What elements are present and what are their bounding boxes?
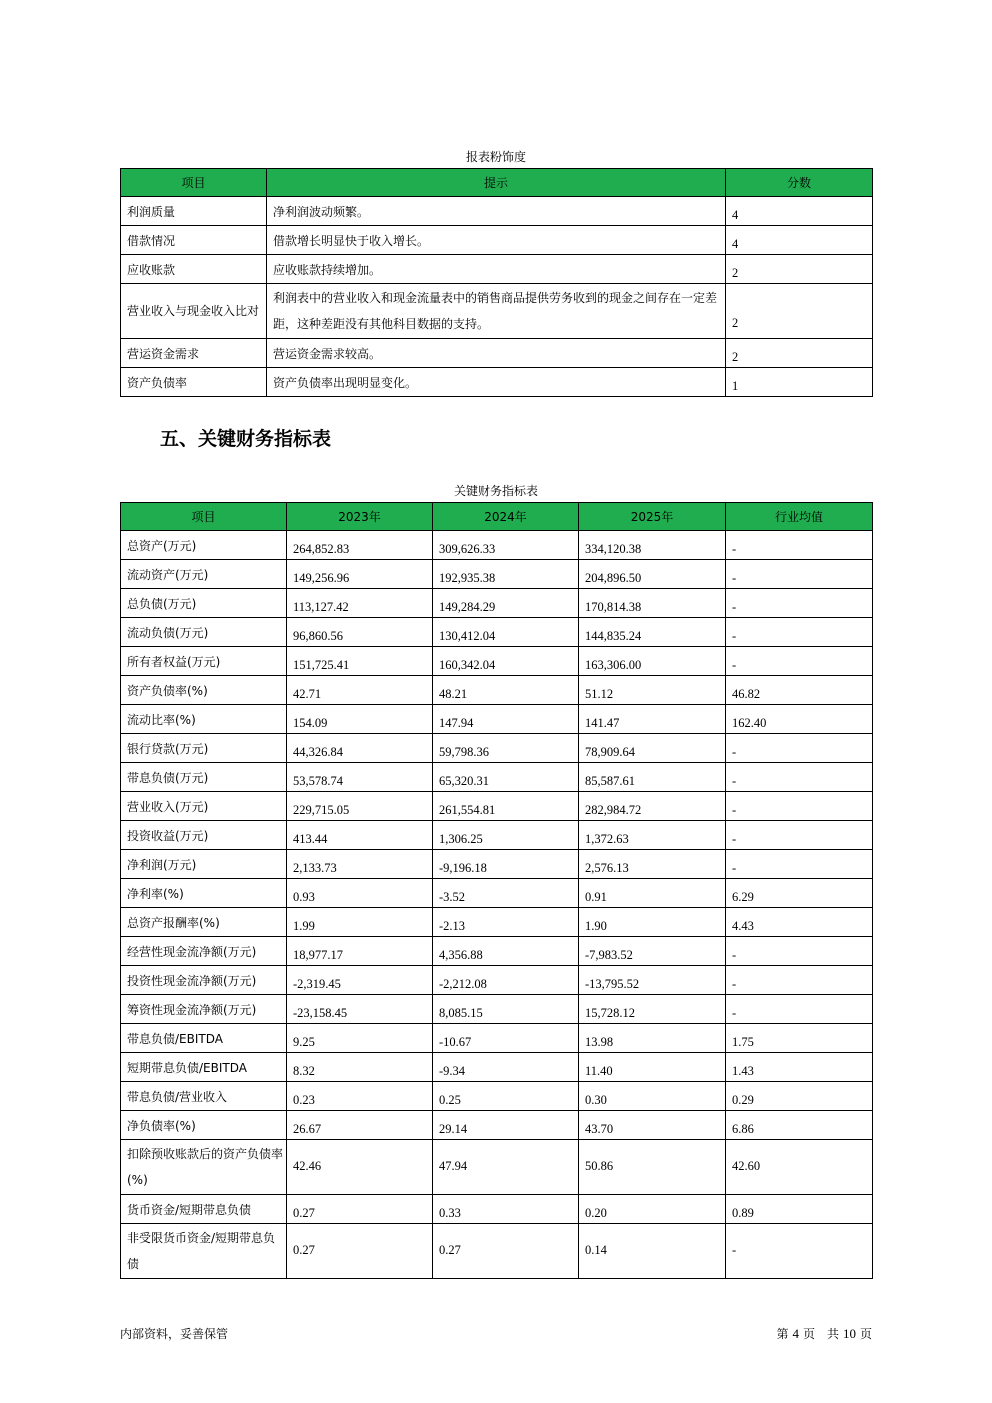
row-industry-avg: - (726, 1224, 873, 1279)
row-2023: 0.27 (287, 1195, 433, 1224)
row-item: 银行贷款(万元) (121, 734, 287, 763)
row-industry-avg: - (726, 821, 873, 850)
row-score: 2 (726, 339, 873, 368)
row-2023: 42.46 (287, 1140, 433, 1195)
row-2025: 282,984.72 (579, 792, 726, 821)
row-2024: -9.34 (433, 1053, 579, 1082)
row-2023: 8.32 (287, 1053, 433, 1082)
row-hint: 借款增长明显快于收入增长。 (267, 226, 726, 255)
row-2024: -9,196.18 (433, 850, 579, 879)
row-2025: -7,983.52 (579, 937, 726, 966)
row-2024: 59,798.36 (433, 734, 579, 763)
page-mid: 页 共 (802, 1327, 839, 1341)
row-item: 流动负债(万元) (121, 618, 287, 647)
row-item: 总资产报酬率(%) (121, 908, 287, 937)
table-row (121, 368, 873, 397)
table-row (121, 1053, 873, 1082)
row-2024: 29.14 (433, 1111, 579, 1140)
row-score: 2 (726, 255, 873, 284)
row-2023: 0.27 (287, 1224, 433, 1279)
row-2025: 15,728.12 (579, 995, 726, 1024)
table-row (121, 763, 873, 792)
table-row (121, 560, 873, 589)
row-industry-avg: - (726, 763, 873, 792)
row-item: 资产负债率 (121, 368, 267, 397)
row-industry-avg: - (726, 618, 873, 647)
row-item: 带息负债/EBITDA (121, 1024, 287, 1053)
row-hint: 营运资金需求较高。 (267, 339, 726, 368)
row-2025: 2,576.13 (579, 850, 726, 879)
row-2025: -13,795.52 (579, 966, 726, 995)
row-2024: 0.27 (433, 1224, 579, 1279)
row-2024: 47.94 (433, 1140, 579, 1195)
row-item: 资产负债率(%) (121, 676, 287, 705)
row-2024: 261,554.81 (433, 792, 579, 821)
table-row (121, 995, 873, 1024)
row-2025: 51.12 (579, 676, 726, 705)
row-item: 带息负债(万元) (121, 763, 287, 792)
row-2023: 264,852.83 (287, 531, 433, 560)
table-row (121, 339, 873, 368)
row-2025: 0.91 (579, 879, 726, 908)
table2-caption: 关键财务指标表 (453, 484, 538, 498)
row-industry-avg: 162.40 (726, 705, 873, 734)
table-row (121, 531, 873, 560)
row-item: 利润质量 (121, 197, 267, 226)
row-2025: 141.47 (579, 705, 726, 734)
row-score: 1 (726, 368, 873, 397)
row-2024: 8,085.15 (433, 995, 579, 1024)
row-2024: 149,284.29 (433, 589, 579, 618)
row-2025: 0.20 (579, 1195, 726, 1224)
row-item: 总资产(万元) (121, 531, 287, 560)
row-item: 营运资金需求 (121, 339, 267, 368)
row-industry-avg: 6.86 (726, 1111, 873, 1140)
table-row (121, 705, 873, 734)
row-2024: 65,320.31 (433, 763, 579, 792)
header-2023: 2023年 (287, 503, 433, 531)
row-2023: -2,319.45 (287, 966, 433, 995)
table-row (121, 255, 873, 284)
row-item: 货币资金/短期带息负债 (121, 1195, 287, 1224)
row-industry-avg: - (726, 850, 873, 879)
row-2025: 163,306.00 (579, 647, 726, 676)
footer-page-number (776, 1325, 872, 1342)
table-row (121, 966, 873, 995)
section-heading: 五、关键财务指标表 (160, 428, 332, 450)
row-industry-avg: 0.89 (726, 1195, 873, 1224)
page-current: 4 (792, 1326, 799, 1341)
row-2024: 309,626.33 (433, 531, 579, 560)
row-2024: 1,306.25 (433, 821, 579, 850)
row-2023: 2,133.73 (287, 850, 433, 879)
row-industry-avg: 6.29 (726, 879, 873, 908)
row-item: 流动比率(%) (121, 705, 287, 734)
row-2025: 334,120.38 (579, 531, 726, 560)
row-item: 净利率(%) (121, 879, 287, 908)
table-row (121, 792, 873, 821)
row-2025: 170,814.38 (579, 589, 726, 618)
header-item: 项目 (121, 169, 267, 197)
row-industry-avg: - (726, 589, 873, 618)
table-row (121, 1082, 873, 1111)
row-item: 总负债(万元) (121, 589, 287, 618)
row-2024: 0.25 (433, 1082, 579, 1111)
row-item: 扣除预收账款后的资产负债率(%) (121, 1140, 287, 1195)
row-2024: -10.67 (433, 1024, 579, 1053)
row-2023: 151,725.41 (287, 647, 433, 676)
table-row (121, 908, 873, 937)
footer-confidential: 内部资料，妥善保管 (120, 1327, 229, 1341)
row-2024: 130,412.04 (433, 618, 579, 647)
row-hint: 资产负债率出现明显变化。 (267, 368, 726, 397)
row-2025: 0.14 (579, 1224, 726, 1279)
row-score: 2 (726, 284, 873, 339)
row-item: 应收账款 (121, 255, 267, 284)
row-2023: 413.44 (287, 821, 433, 850)
row-item: 借款情况 (121, 226, 267, 255)
row-2023: 26.67 (287, 1111, 433, 1140)
row-2023: 154.09 (287, 705, 433, 734)
header-score: 分数 (726, 169, 873, 197)
row-score: 4 (726, 226, 873, 255)
row-2025: 1.90 (579, 908, 726, 937)
table1-caption: 报表粉饰度 (465, 150, 526, 164)
row-2024: 147.94 (433, 705, 579, 734)
row-2023: 113,127.42 (287, 589, 433, 618)
row-item: 短期带息负债/EBITDA (121, 1053, 287, 1082)
row-industry-avg: - (726, 734, 873, 763)
row-2023: 9.25 (287, 1024, 433, 1053)
row-2023: 53,578.74 (287, 763, 433, 792)
table-row (121, 589, 873, 618)
page-prefix: 第 (776, 1327, 789, 1341)
row-2025: 13.98 (579, 1024, 726, 1053)
table-row (121, 618, 873, 647)
row-hint: 利润表中的营业收入和现金流量表中的销售商品提供劳务收到的现金之间存在一定差距，这种差距没有其他科目数据的支持。 (267, 284, 726, 339)
row-2024: -2.13 (433, 908, 579, 937)
header-hint: 提示 (267, 169, 726, 197)
row-item: 非受限货币资金/短期带息负债 (121, 1224, 287, 1279)
row-item: 经营性现金流净额(万元) (121, 937, 287, 966)
row-industry-avg: - (726, 531, 873, 560)
whitewash-table (120, 168, 873, 397)
table-row (121, 821, 873, 850)
row-industry-avg: - (726, 792, 873, 821)
row-2023: 42.71 (287, 676, 433, 705)
table-row (121, 1224, 873, 1279)
row-2024: 0.33 (433, 1195, 579, 1224)
row-hint: 应收账款持续增加。 (267, 255, 726, 284)
row-industry-avg: 1.75 (726, 1024, 873, 1053)
table-row (121, 879, 873, 908)
table-row (121, 734, 873, 763)
row-2025: 78,909.64 (579, 734, 726, 763)
row-industry-avg: - (726, 560, 873, 589)
row-2024: 4,356.88 (433, 937, 579, 966)
row-2023: 149,256.96 (287, 560, 433, 589)
row-industry-avg: 1.43 (726, 1053, 873, 1082)
row-2023: -23,158.45 (287, 995, 433, 1024)
financial-indicators-table (120, 502, 873, 1279)
row-item: 投资性现金流净额(万元) (121, 966, 287, 995)
header-item: 项目 (121, 503, 287, 531)
table-row (121, 1195, 873, 1224)
row-item: 带息负债/营业收入 (121, 1082, 287, 1111)
row-item: 营业收入与现金收入比对 (121, 284, 267, 339)
row-2023: 44,326.84 (287, 734, 433, 763)
row-hint: 净利润波动频繁。 (267, 197, 726, 226)
row-industry-avg: - (726, 937, 873, 966)
row-industry-avg: - (726, 647, 873, 676)
row-score: 4 (726, 197, 873, 226)
row-2024: 192,935.38 (433, 560, 579, 589)
row-2023: 229,715.05 (287, 792, 433, 821)
row-2025: 50.86 (579, 1140, 726, 1195)
header-2025: 2025年 (579, 503, 726, 531)
table-row (121, 647, 873, 676)
row-2025: 43.70 (579, 1111, 726, 1140)
row-2023: 96,860.56 (287, 618, 433, 647)
row-industry-avg: - (726, 966, 873, 995)
row-item: 营业收入(万元) (121, 792, 287, 821)
row-2025: 144,835.24 (579, 618, 726, 647)
table-row (121, 676, 873, 705)
row-2024: -2,212.08 (433, 966, 579, 995)
row-2023: 0.93 (287, 879, 433, 908)
header-industry-avg: 行业均值 (726, 503, 873, 531)
row-2025: 1,372.63 (579, 821, 726, 850)
row-2024: 48.21 (433, 676, 579, 705)
page-total: 10 (842, 1326, 856, 1341)
row-2025: 0.30 (579, 1082, 726, 1111)
row-2024: -3.52 (433, 879, 579, 908)
row-industry-avg: - (726, 995, 873, 1024)
row-2025: 85,587.61 (579, 763, 726, 792)
table-row (121, 226, 873, 255)
row-2025: 204,896.50 (579, 560, 726, 589)
row-2025: 11.40 (579, 1053, 726, 1082)
row-2024: 160,342.04 (433, 647, 579, 676)
table-row (121, 1024, 873, 1053)
table-row (121, 850, 873, 879)
table-row (121, 937, 873, 966)
row-item: 所有者权益(万元) (121, 647, 287, 676)
row-item: 流动资产(万元) (121, 560, 287, 589)
row-industry-avg: 0.29 (726, 1082, 873, 1111)
row-item: 净利润(万元) (121, 850, 287, 879)
row-industry-avg: 4.43 (726, 908, 873, 937)
table-row (121, 284, 873, 339)
header-2024: 2024年 (433, 503, 579, 531)
row-2023: 0.23 (287, 1082, 433, 1111)
row-industry-avg: 46.82 (726, 676, 873, 705)
row-industry-avg: 42.60 (726, 1140, 873, 1195)
table-row (121, 197, 873, 226)
row-item: 筹资性现金流净额(万元) (121, 995, 287, 1024)
row-item: 净负债率(%) (121, 1111, 287, 1140)
row-item: 投资收益(万元) (121, 821, 287, 850)
table-row (121, 1140, 873, 1195)
row-2023: 1.99 (287, 908, 433, 937)
table-row (121, 1111, 873, 1140)
page-suffix: 页 (859, 1327, 872, 1341)
row-2023: 18,977.17 (287, 937, 433, 966)
